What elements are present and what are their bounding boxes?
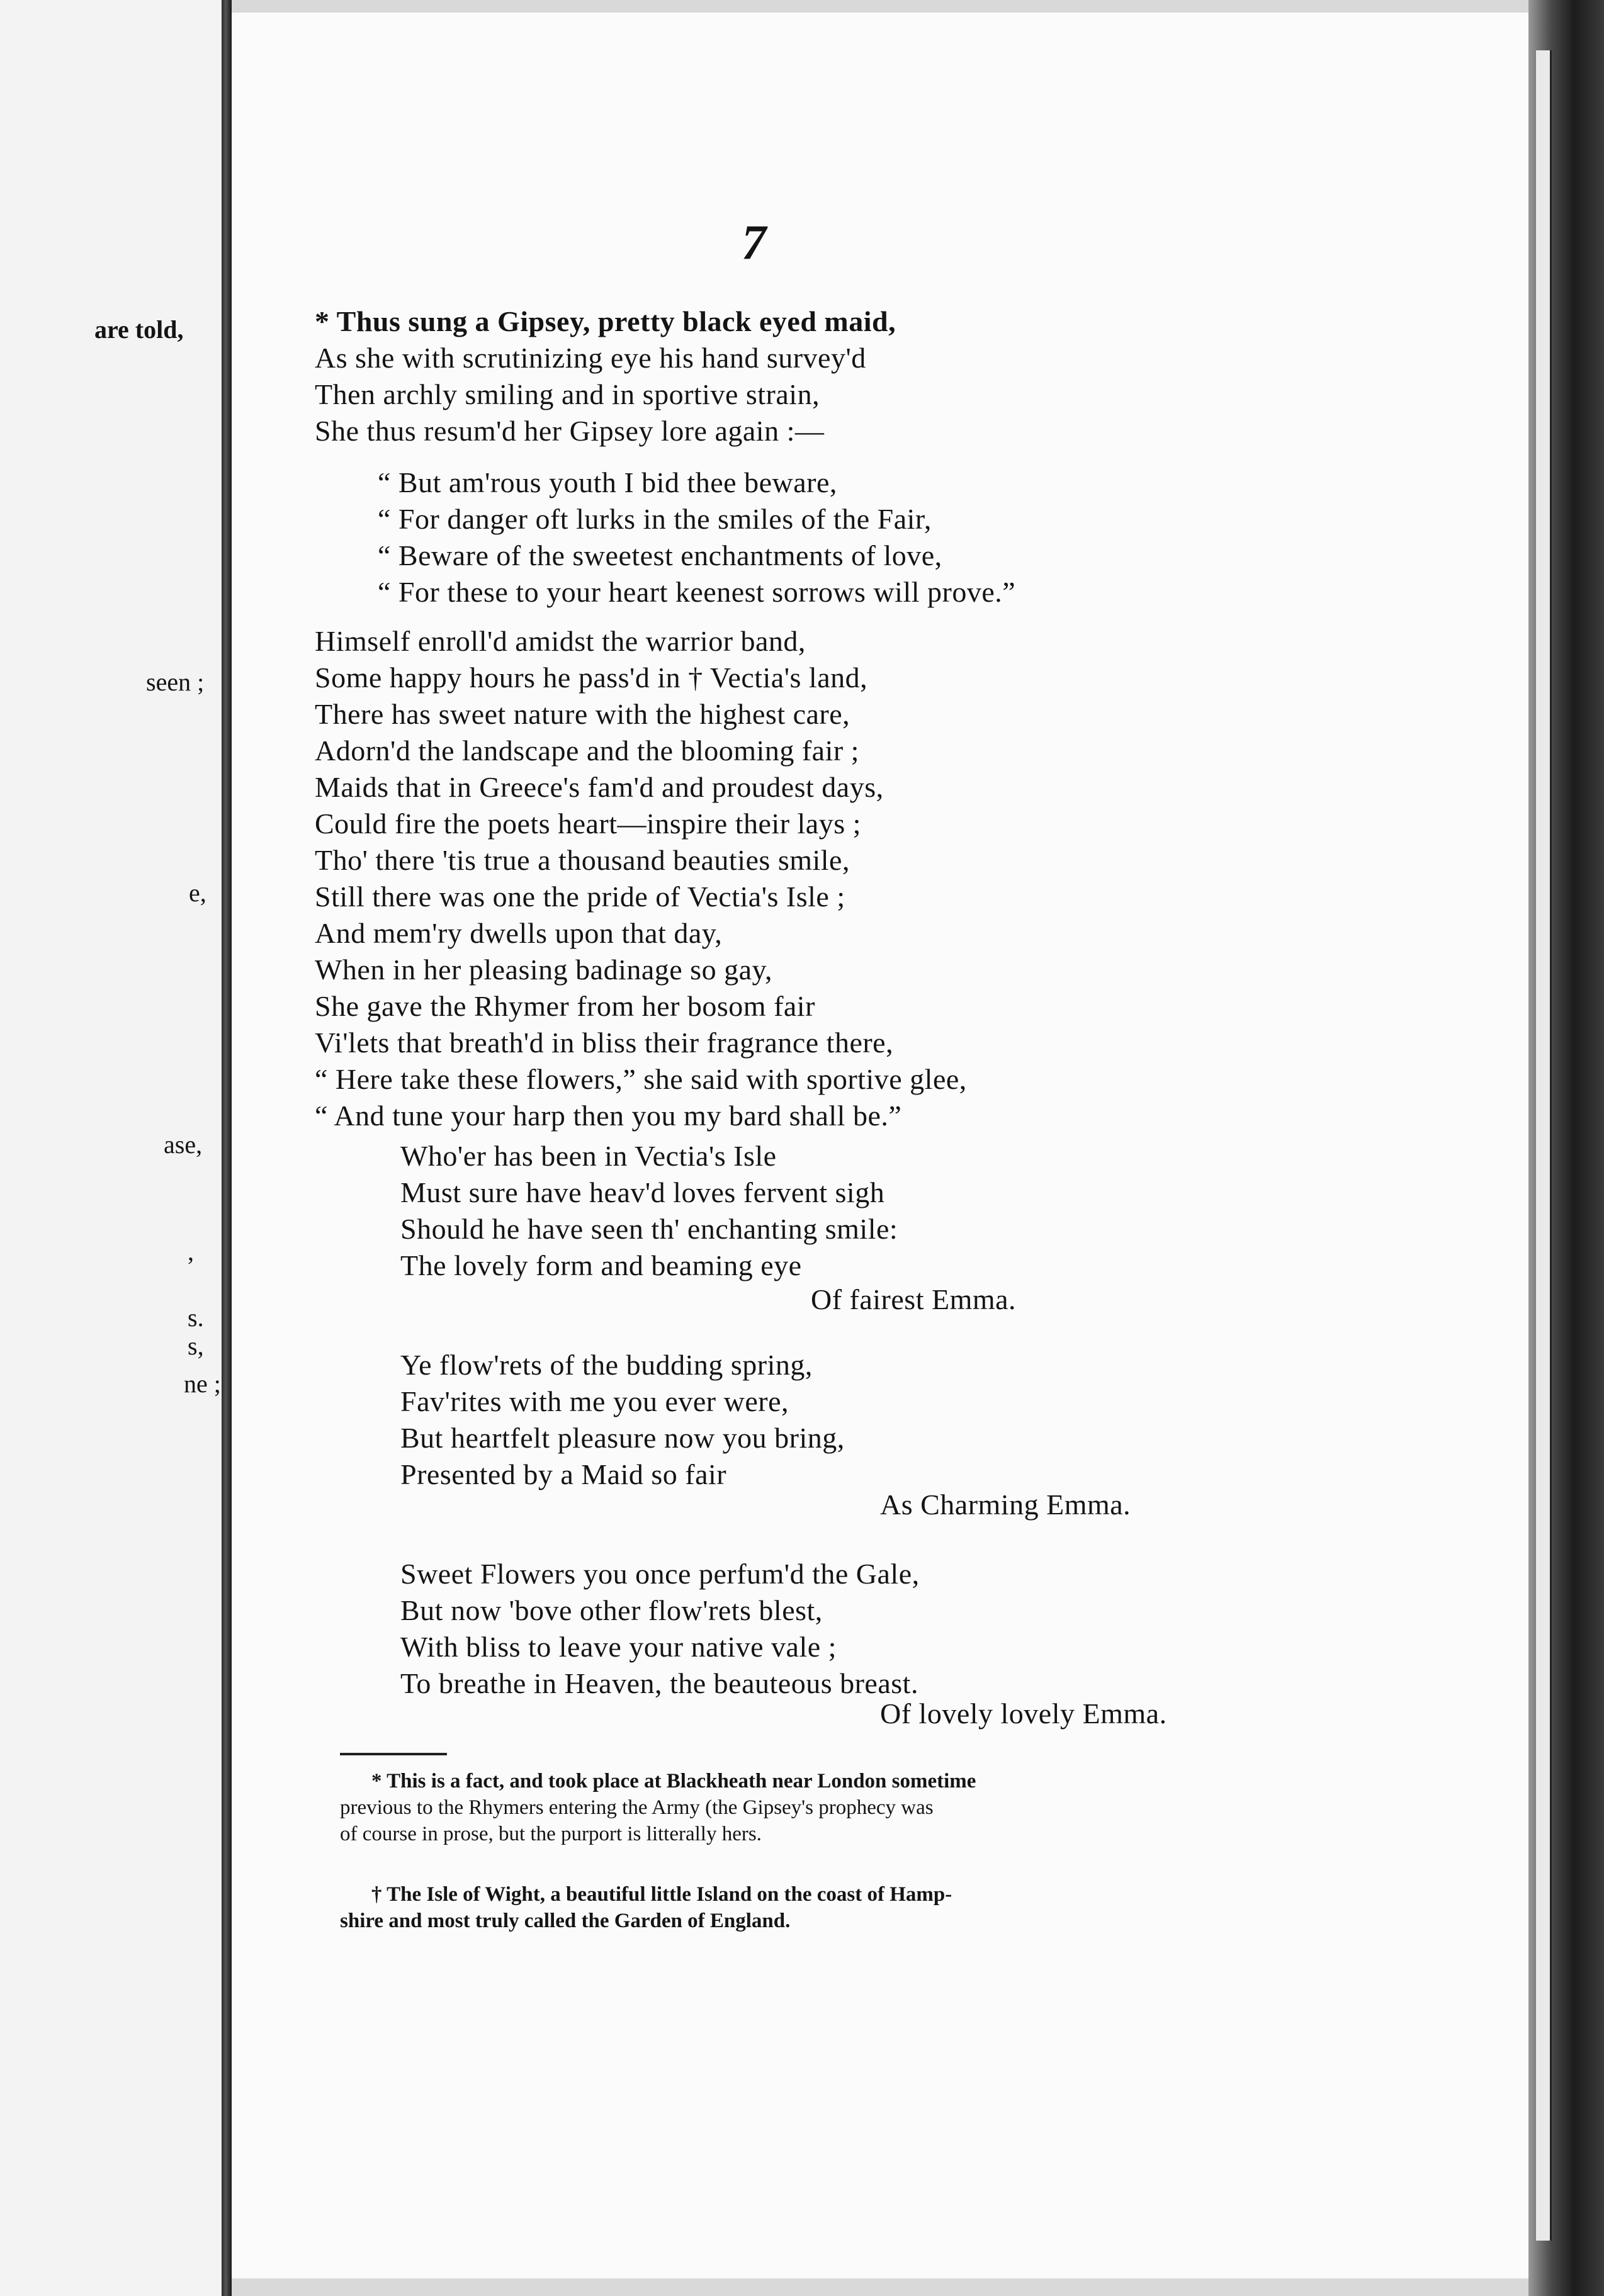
left-page-fragment: s. xyxy=(188,1303,204,1332)
song-line: Ye flow'rets of the budding spring, xyxy=(400,1349,813,1381)
left-page-fragment: ase, xyxy=(164,1130,203,1159)
song-refrain: Of fairest Emma. xyxy=(811,1283,1017,1315)
verse-line: Himself enroll'd amidst the warrior band, xyxy=(315,625,806,657)
left-page-fragment: ne ; xyxy=(184,1370,221,1398)
song-line: Must sure have heav'd loves fervent sigh xyxy=(400,1176,885,1208)
song-line: The lovely form and beaming eye xyxy=(400,1249,802,1281)
verse-line: * Thus sung a Gipsey, pretty black eyed maid, xyxy=(315,305,896,337)
verse-line: “ And tune your harp then you my bard shall be.” xyxy=(315,1100,902,1132)
left-facing-page xyxy=(0,0,227,2296)
song-line: Should he have seen th' enchanting smile: xyxy=(400,1213,898,1245)
left-page-fragment: seen ; xyxy=(146,668,205,696)
left-page-fragment: are told, xyxy=(94,315,184,344)
verse-line: Some happy hours he pass'd in † Vectia's land, xyxy=(315,661,868,694)
song-line: Who'er has been in Vectia's Isle xyxy=(400,1140,777,1172)
verse-line: Then archly smiling and in sportive strain, xyxy=(315,378,820,410)
verse-line: When in her pleasing badinage so gay, xyxy=(315,954,773,986)
footnote-line: of course in prose, but the purport is litterally hers. xyxy=(340,1823,762,1845)
song-line: With bliss to leave your native vale ; xyxy=(400,1631,837,1663)
verse-line: Could fire the poets heart—inspire their lays ; xyxy=(315,808,861,840)
verse-line: She gave the Rhymer from her bosom fair xyxy=(315,990,815,1022)
footnote-rule xyxy=(340,1753,447,1755)
verse-line: Still there was one the pride of Vectia's Isle ; xyxy=(315,881,845,913)
verse-line: As she with scrutinizing eye his hand survey'd xyxy=(315,342,866,374)
page-edge xyxy=(1536,50,1552,2241)
verse-line: Adorn'd the landscape and the blooming fair ; xyxy=(315,734,859,767)
left-page-fragment: s, xyxy=(188,1332,204,1360)
footnote-line: previous to the Rhymers entering the Army (the Gipsey's prophecy was xyxy=(340,1796,934,1819)
page-number: 7 xyxy=(742,215,766,269)
verse-line: There has sweet nature with the highest care, xyxy=(315,698,850,730)
book-gutter xyxy=(222,0,232,2296)
quote-line: “ Beware of the sweetest enchantments of love, xyxy=(378,539,942,571)
footnote-line: shire and most truly called the Garden of England. xyxy=(340,1910,791,1932)
quote-line: “ For these to your heart keenest sorrows will prove.” xyxy=(378,576,1016,608)
verse-line: And mem'ry dwells upon that day, xyxy=(315,917,723,949)
quote-line: “ But am'rous youth I bid thee beware, xyxy=(378,466,837,498)
left-page-fragment: e, xyxy=(189,879,206,907)
verse-line: “ Here take these flowers,” she said with sportive glee, xyxy=(315,1063,967,1095)
quote-line: “ For danger oft lurks in the smiles of the Fair, xyxy=(378,503,932,535)
verse-line: Vi'lets that breath'd in bliss their fragrance there, xyxy=(315,1027,894,1059)
verse-line: She thus resum'd her Gipsey lore again :— xyxy=(315,415,825,447)
verse-line: Maids that in Greece's fam'd and proudest days, xyxy=(315,771,884,803)
song-refrain: Of lovely lovely Emma. xyxy=(880,1697,1167,1730)
song-line: Presented by a Maid so fair xyxy=(400,1458,727,1490)
song-line: Fav'rites with me you ever were, xyxy=(400,1385,789,1417)
song-line: Sweet Flowers you once perfum'd the Gale, xyxy=(400,1558,920,1590)
song-line: But heartfelt pleasure now you bring, xyxy=(400,1422,845,1454)
song-line: But now 'bove other flow'rets blest, xyxy=(400,1594,823,1626)
song-line: To breathe in Heaven, the beauteous breast. xyxy=(400,1667,918,1699)
footnote-line: † The Isle of Wight, a beautiful little Island on the coast of Hamp- xyxy=(371,1883,952,1906)
song-refrain: As Charming Emma. xyxy=(880,1488,1131,1521)
verse-line: Tho' there 'tis true a thousand beauties smile, xyxy=(315,844,850,876)
left-page-fragment: , xyxy=(188,1237,194,1266)
footnote-line: * This is a fact, and took place at Blackheath near London sometime xyxy=(371,1770,976,1792)
